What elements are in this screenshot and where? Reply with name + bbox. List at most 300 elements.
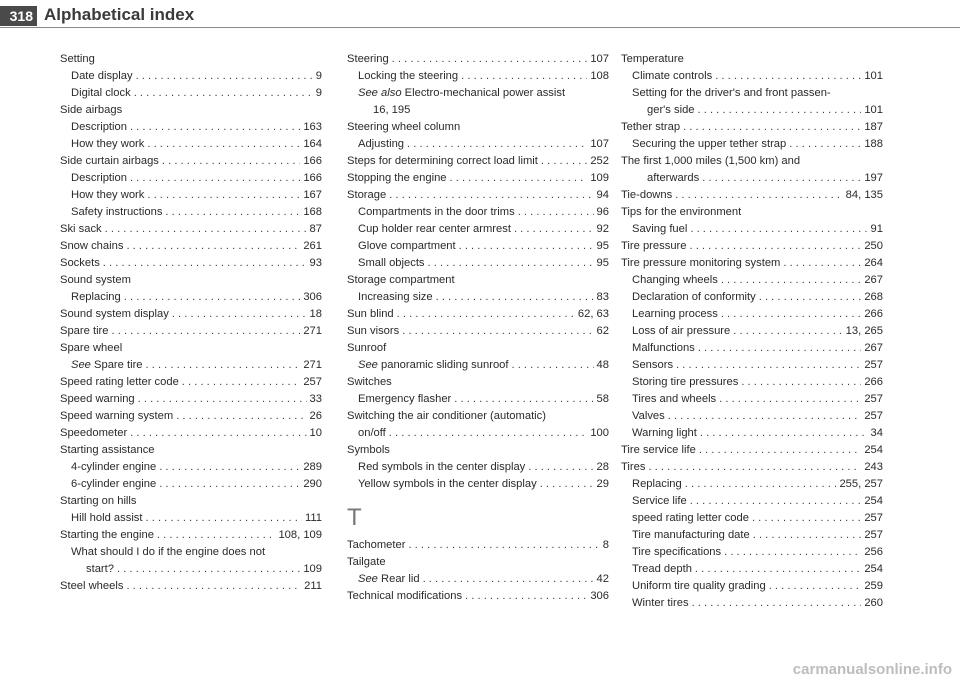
dot-leader — [459, 238, 594, 255]
index-entry[interactable] — [621, 578, 883, 595]
entry-text: Sunroof — [347, 342, 387, 354]
index-entry[interactable] — [347, 571, 609, 588]
page-reference[interactable]: 48 — [596, 359, 609, 371]
page-reference[interactable]: 13, 265 — [845, 325, 883, 337]
index-entry[interactable] — [621, 493, 883, 510]
dot-leader — [407, 136, 587, 153]
page-reference[interactable]: 33 — [309, 393, 322, 405]
index-entry[interactable] — [60, 136, 322, 153]
dot-leader — [126, 238, 300, 255]
entry-text: Sun blind — [347, 308, 394, 320]
dot-leader — [675, 187, 842, 204]
dot-leader — [112, 323, 301, 340]
page-reference[interactable]: 108 — [590, 70, 609, 82]
entry-text: Tie-downs — [621, 189, 673, 201]
dot-leader — [733, 323, 842, 340]
page-reference[interactable]: 289 — [303, 461, 322, 473]
page-reference[interactable]: 166 — [303, 155, 322, 167]
page-reference[interactable]: 26 — [309, 410, 322, 422]
dot-leader — [182, 374, 301, 391]
entry-text: Electro-mechanical power assist — [404, 87, 566, 99]
dot-leader — [699, 442, 862, 459]
page-reference[interactable]: 83 — [596, 291, 609, 303]
page-reference[interactable]: 101 — [864, 70, 883, 82]
index-entry[interactable] — [347, 289, 609, 306]
page-reference[interactable]: 109 — [303, 563, 322, 575]
entry-text: Spare tire — [60, 325, 109, 337]
page-reference[interactable]: 243 — [864, 461, 883, 473]
index-entry[interactable] — [621, 51, 883, 68]
index-entry[interactable] — [347, 221, 609, 238]
page-reference[interactable]: 266 — [864, 308, 883, 320]
index-entry[interactable] — [347, 136, 609, 153]
index-entry[interactable] — [621, 476, 883, 493]
page-reference[interactable]: 18 — [309, 308, 322, 320]
page-reference[interactable]: 267 — [864, 274, 883, 286]
entry-text: Setting — [60, 53, 95, 65]
entry-text: Red symbols in the center display — [358, 461, 526, 473]
index-entry[interactable] — [621, 357, 883, 374]
index-entry[interactable] — [60, 85, 322, 102]
entry-text: Tires and wheels — [632, 393, 717, 405]
page-reference[interactable]: 250 — [864, 240, 883, 252]
page-reference[interactable]: 254 — [864, 495, 883, 507]
index-entry[interactable] — [347, 588, 609, 605]
page-reference[interactable]: 34 — [870, 427, 883, 439]
page-reference[interactable]: 197 — [864, 172, 883, 184]
see-reference: See also — [358, 87, 402, 99]
index-entry[interactable] — [347, 554, 609, 571]
index-entry[interactable] — [60, 391, 322, 408]
page-reference[interactable]: 96 — [596, 206, 609, 218]
letter-heading: T — [347, 504, 362, 531]
dot-leader — [105, 221, 307, 238]
entry-text: Description — [71, 172, 127, 184]
entry-text: Tailgate — [347, 556, 386, 568]
index-entry[interactable] — [60, 476, 322, 493]
index-entry[interactable] — [60, 119, 322, 136]
page-reference[interactable]: 95 — [596, 240, 609, 252]
index-entry[interactable] — [60, 68, 322, 85]
index-entry[interactable] — [347, 255, 609, 272]
index-entry[interactable] — [621, 544, 883, 561]
index-entry[interactable] — [347, 537, 609, 554]
page-reference[interactable]: 259 — [864, 580, 883, 592]
index-entry[interactable] — [60, 408, 322, 425]
index-entry[interactable] — [621, 170, 883, 187]
index-entry[interactable] — [60, 51, 322, 68]
dot-leader — [741, 374, 861, 391]
entry-text: The first 1,000 miles (1,500 km) and — [621, 155, 801, 167]
dot-leader — [159, 476, 300, 493]
entry-text: Rear lid — [381, 573, 420, 585]
index-entry[interactable] — [621, 374, 883, 391]
page-reference[interactable]: 266 — [864, 376, 883, 388]
page-reference[interactable]: 107 — [590, 53, 609, 65]
page-reference[interactable]: 188 — [864, 138, 883, 150]
entry-text: Storage compartment — [347, 274, 455, 286]
index-entry[interactable] — [347, 85, 609, 102]
page-reference[interactable]: 257 — [303, 376, 322, 388]
page-reference[interactable]: 164 — [303, 138, 322, 150]
page-reference[interactable]: 8 — [602, 539, 609, 551]
header-rule — [0, 27, 960, 28]
dot-leader — [126, 578, 301, 595]
index-entry[interactable] — [60, 323, 322, 340]
entry-text: Stopping the engine — [347, 172, 447, 184]
entry-text: Spare wheel — [60, 342, 123, 354]
dot-leader — [753, 527, 862, 544]
index-entry[interactable] — [60, 187, 322, 204]
page-reference[interactable]: 187 — [864, 121, 883, 133]
index-entry[interactable] — [60, 238, 322, 255]
page-reference[interactable]: 87 — [309, 223, 322, 235]
index-entry[interactable] — [60, 306, 322, 323]
entry-text: start? — [86, 563, 114, 575]
page-reference[interactable]: 254 — [864, 444, 883, 456]
index-entry[interactable] — [621, 238, 883, 255]
entry-text: Snow chains — [60, 240, 124, 252]
dot-leader — [176, 408, 306, 425]
index-entry[interactable] — [621, 85, 883, 102]
page-reference[interactable]: 93 — [309, 257, 322, 269]
entry-text: Side airbags — [60, 104, 123, 116]
index-entry[interactable] — [347, 340, 609, 357]
index-entry[interactable] — [347, 323, 609, 340]
entry-text: afterwards — [647, 172, 700, 184]
entry-text: Tether strap — [621, 121, 681, 133]
dot-leader — [769, 578, 862, 595]
index-entry[interactable] — [60, 442, 322, 459]
dot-leader — [136, 68, 313, 85]
page-reference[interactable]: 62, 63 — [577, 308, 609, 320]
index-entry[interactable] — [621, 340, 883, 357]
page-reference[interactable]: 163 — [303, 121, 322, 133]
dot-leader — [783, 255, 861, 272]
index-entry[interactable] — [347, 204, 609, 221]
entry-text: Switching the air conditioner (automatic) — [347, 410, 546, 422]
entry-text: Glove compartment — [358, 240, 456, 252]
page-reference[interactable]: 268 — [864, 291, 883, 303]
index-entry[interactable] — [347, 102, 609, 119]
index-entry[interactable] — [60, 493, 322, 510]
page-reference[interactable]: 9 — [315, 70, 322, 82]
dot-leader — [676, 357, 861, 374]
dot-leader — [124, 289, 301, 306]
page-reference[interactable]: 261 — [303, 240, 322, 252]
entry-text: Speed warning system — [60, 410, 174, 422]
index-entry[interactable] — [621, 119, 883, 136]
index-entry[interactable] — [621, 527, 883, 544]
page-reference[interactable]: 91 — [870, 223, 883, 235]
index-entry[interactable] — [60, 578, 322, 595]
index-entry[interactable] — [60, 340, 322, 357]
index-entry[interactable] — [347, 408, 609, 425]
index-entry[interactable] — [347, 442, 609, 459]
dot-leader — [702, 170, 861, 187]
page-reference[interactable]: 264 — [864, 257, 883, 269]
index-entry[interactable] — [60, 170, 322, 187]
entry-text: Small objects — [358, 257, 425, 269]
index-entry[interactable] — [347, 51, 609, 68]
dot-leader — [130, 119, 300, 136]
entry-text: Hill hold assist — [71, 512, 143, 524]
index-entry[interactable] — [60, 561, 322, 578]
index-entry[interactable] — [60, 102, 322, 119]
index-entry[interactable] — [347, 119, 609, 136]
index-entry[interactable] — [347, 374, 609, 391]
page-reference[interactable]: 107 — [590, 138, 609, 150]
dot-leader — [159, 459, 300, 476]
index-entry[interactable] — [60, 527, 322, 544]
index-entry[interactable] — [621, 68, 883, 85]
page-reference[interactable]: 256 — [864, 546, 883, 558]
index-entry[interactable] — [621, 187, 883, 204]
dot-leader — [541, 153, 587, 170]
dot-leader — [130, 170, 300, 187]
entry-text: Tips for the environment — [621, 206, 742, 218]
index-entry[interactable] — [347, 272, 609, 289]
index-entry[interactable] — [347, 153, 609, 170]
index-entry[interactable] — [60, 255, 322, 272]
index-entry[interactable] — [60, 425, 322, 442]
index-entry[interactable] — [621, 221, 883, 238]
entry-text: Steering — [347, 53, 389, 65]
entry-text: Storage — [347, 189, 387, 201]
entry-text: Tire manufacturing date — [632, 529, 750, 541]
entry-text: on/off — [358, 427, 386, 439]
index-entry[interactable] — [347, 391, 609, 408]
page-reference[interactable]: 168 — [303, 206, 322, 218]
page-reference[interactable]: 111 — [304, 512, 322, 524]
entry-text: Yellow symbols in the center display — [358, 478, 537, 490]
index-entry[interactable] — [621, 289, 883, 306]
entry-text: How they work — [71, 189, 145, 201]
index-entry[interactable] — [621, 442, 883, 459]
dot-leader — [752, 510, 861, 527]
index-entry[interactable] — [347, 425, 609, 442]
dot-leader — [408, 537, 599, 554]
page-reference[interactable]: 257 — [864, 512, 883, 524]
dot-leader — [789, 136, 861, 153]
dot-leader — [719, 391, 861, 408]
index-entry[interactable] — [621, 255, 883, 272]
entry-text: Description — [71, 121, 127, 133]
entry-text: Saving fuel — [632, 223, 688, 235]
index-entry[interactable] — [347, 476, 609, 493]
index-entry[interactable] — [621, 153, 883, 170]
index-entry[interactable] — [621, 425, 883, 442]
page-reference[interactable]: 260 — [864, 597, 883, 609]
index-entry[interactable] — [60, 221, 322, 238]
entry-text: Climate controls — [632, 70, 713, 82]
entry-text: Speedometer — [60, 427, 128, 439]
entry-text: Storing tire pressures — [632, 376, 739, 388]
entry-text: Technical modifications — [347, 590, 463, 602]
page-reference[interactable]: 166 — [303, 172, 322, 184]
page-reference[interactable]: 58 — [596, 393, 609, 405]
entry-text: 4-cylinder engine — [71, 461, 157, 473]
page-reference[interactable]: 94 — [596, 189, 609, 201]
index-column-2 — [347, 51, 609, 605]
page-title: Alphabetical index — [44, 5, 195, 24]
index-entry[interactable] — [347, 170, 609, 187]
index-entry[interactable] — [60, 204, 322, 221]
page-reference[interactable]: 101 — [864, 104, 883, 116]
dot-leader — [540, 476, 594, 493]
index-column-1 — [60, 51, 322, 595]
entry-text: Temperature — [621, 53, 684, 65]
entry-text: Declaration of conformity — [632, 291, 756, 303]
entry-text: Tire pressure — [621, 240, 687, 252]
page-reference[interactable]: 257 — [864, 359, 883, 371]
entry-text: Tread depth — [632, 563, 692, 575]
index-entry[interactable] — [621, 561, 883, 578]
index-entry[interactable] — [621, 136, 883, 153]
entry-text: Sensors — [632, 359, 674, 371]
entry-text: Cup holder rear center armrest — [358, 223, 511, 235]
entry-text: Speed rating letter code — [60, 376, 179, 388]
watermark: carmanualsonline.info — [792, 661, 952, 678]
index-entry[interactable] — [60, 510, 322, 527]
dot-leader — [465, 588, 587, 605]
page-reference[interactable]: 254 — [864, 563, 883, 575]
index-entry[interactable] — [347, 459, 609, 476]
entry-text: Service life — [632, 495, 687, 507]
page-reference[interactable]: 100 — [590, 427, 609, 439]
dot-leader — [461, 68, 587, 85]
dot-leader — [692, 595, 862, 612]
page-reference[interactable]: 257 — [864, 393, 883, 405]
entry-text: Sound system display — [60, 308, 169, 320]
entry-text: Tires — [621, 461, 646, 473]
index-entry[interactable] — [347, 238, 609, 255]
dot-leader — [721, 272, 861, 289]
index-entry[interactable] — [621, 102, 883, 119]
index-entry[interactable] — [347, 306, 609, 323]
page-reference[interactable]: 306 — [590, 590, 609, 602]
dot-leader — [428, 255, 594, 272]
dot-leader — [690, 493, 862, 510]
dot-leader — [514, 221, 594, 238]
index-entry[interactable] — [621, 391, 883, 408]
page-reference[interactable]: 306 — [303, 291, 322, 303]
page-reference[interactable]: 255, 257 — [839, 478, 883, 490]
dot-leader — [668, 408, 862, 425]
entry-text: What should I do if the engine does not — [71, 546, 266, 558]
dot-leader — [683, 119, 861, 136]
entry-text: Tire pressure monitoring system — [621, 257, 781, 269]
index-entry[interactable] — [60, 153, 322, 170]
page-reference[interactable]: 257 — [864, 410, 883, 422]
page-reference[interactable]: 29 — [596, 478, 609, 490]
entry-text: Date display — [71, 70, 133, 82]
index-entry[interactable] — [347, 357, 609, 374]
entry-text: Replacing — [632, 478, 682, 490]
index-entry[interactable] — [60, 459, 322, 476]
entry-text: Increasing size — [358, 291, 433, 303]
entry-text: Malfunctions — [632, 342, 695, 354]
entry-text: Loss of air pressure — [632, 325, 731, 337]
entry-text: Warning light — [632, 427, 697, 439]
dot-leader — [436, 289, 594, 306]
index-entry[interactable] — [621, 204, 883, 221]
index-entry[interactable] — [60, 374, 322, 391]
index-entry[interactable] — [347, 68, 609, 85]
entry-text: Starting assistance — [60, 444, 155, 456]
page-reference[interactable]: 42 — [596, 573, 609, 585]
index-entry[interactable] — [621, 306, 883, 323]
entry-text: Symbols — [347, 444, 390, 456]
page-header — [0, 0, 960, 30]
dot-leader — [700, 425, 868, 442]
dot-leader — [146, 510, 302, 527]
dot-leader — [698, 102, 862, 119]
entry-text: Setting for the driver's and front passen- — [632, 87, 831, 99]
page-reference[interactable]: 271 — [303, 359, 322, 371]
entry-text: Ski sack — [60, 223, 102, 235]
page-reference[interactable]: 10 — [309, 427, 322, 439]
entry-text: Adjusting — [358, 138, 405, 150]
index-entry[interactable] — [621, 510, 883, 527]
page-reference[interactable]: 211 — [304, 580, 322, 592]
dot-leader — [518, 204, 594, 221]
index-entry[interactable] — [621, 459, 883, 476]
dot-leader — [698, 340, 862, 357]
page-reference[interactable]: 92 — [596, 223, 609, 235]
page-reference[interactable]: 290 — [303, 478, 322, 490]
index-entry[interactable] — [60, 357, 322, 374]
entry-text: 16, 195 — [373, 104, 411, 116]
dot-leader — [392, 51, 588, 68]
index-entry[interactable] — [621, 323, 883, 340]
dot-leader — [130, 425, 306, 442]
page-reference[interactable]: 84, 135 — [845, 189, 883, 201]
page-reference[interactable]: 28 — [596, 461, 609, 473]
dot-leader — [690, 221, 867, 238]
index-entry[interactable] — [621, 595, 883, 612]
page-reference[interactable]: 62 — [596, 325, 609, 337]
index-entry[interactable] — [60, 272, 322, 289]
dot-leader — [648, 459, 861, 476]
page-reference[interactable]: 267 — [864, 342, 883, 354]
dot-leader — [759, 289, 862, 306]
page-reference[interactable]: 167 — [303, 189, 322, 201]
page-reference[interactable]: 108, 109 — [278, 529, 322, 541]
dot-leader — [512, 357, 594, 374]
dot-leader — [157, 527, 276, 544]
page-reference[interactable]: 9 — [315, 87, 322, 99]
page-reference[interactable]: 109 — [590, 172, 609, 184]
entry-text: Steel wheels — [60, 580, 124, 592]
page-reference[interactable]: 252 — [590, 155, 609, 167]
entry-text: Side curtain airbags — [60, 155, 159, 167]
dot-leader — [528, 459, 593, 476]
index-entry[interactable] — [621, 272, 883, 289]
index-entry[interactable] — [621, 408, 883, 425]
dot-leader — [138, 391, 307, 408]
page-reference[interactable]: 271 — [303, 325, 322, 337]
dot-leader — [147, 187, 300, 204]
dot-leader — [162, 153, 300, 170]
index-entry[interactable] — [347, 187, 609, 204]
page-reference[interactable]: 95 — [596, 257, 609, 269]
entry-text: Winter tires — [632, 597, 689, 609]
entry-text: Steps for determining correct load limit — [347, 155, 538, 167]
index-entry[interactable] — [60, 289, 322, 306]
page-reference[interactable]: 257 — [864, 529, 883, 541]
index-entry[interactable] — [60, 544, 322, 561]
